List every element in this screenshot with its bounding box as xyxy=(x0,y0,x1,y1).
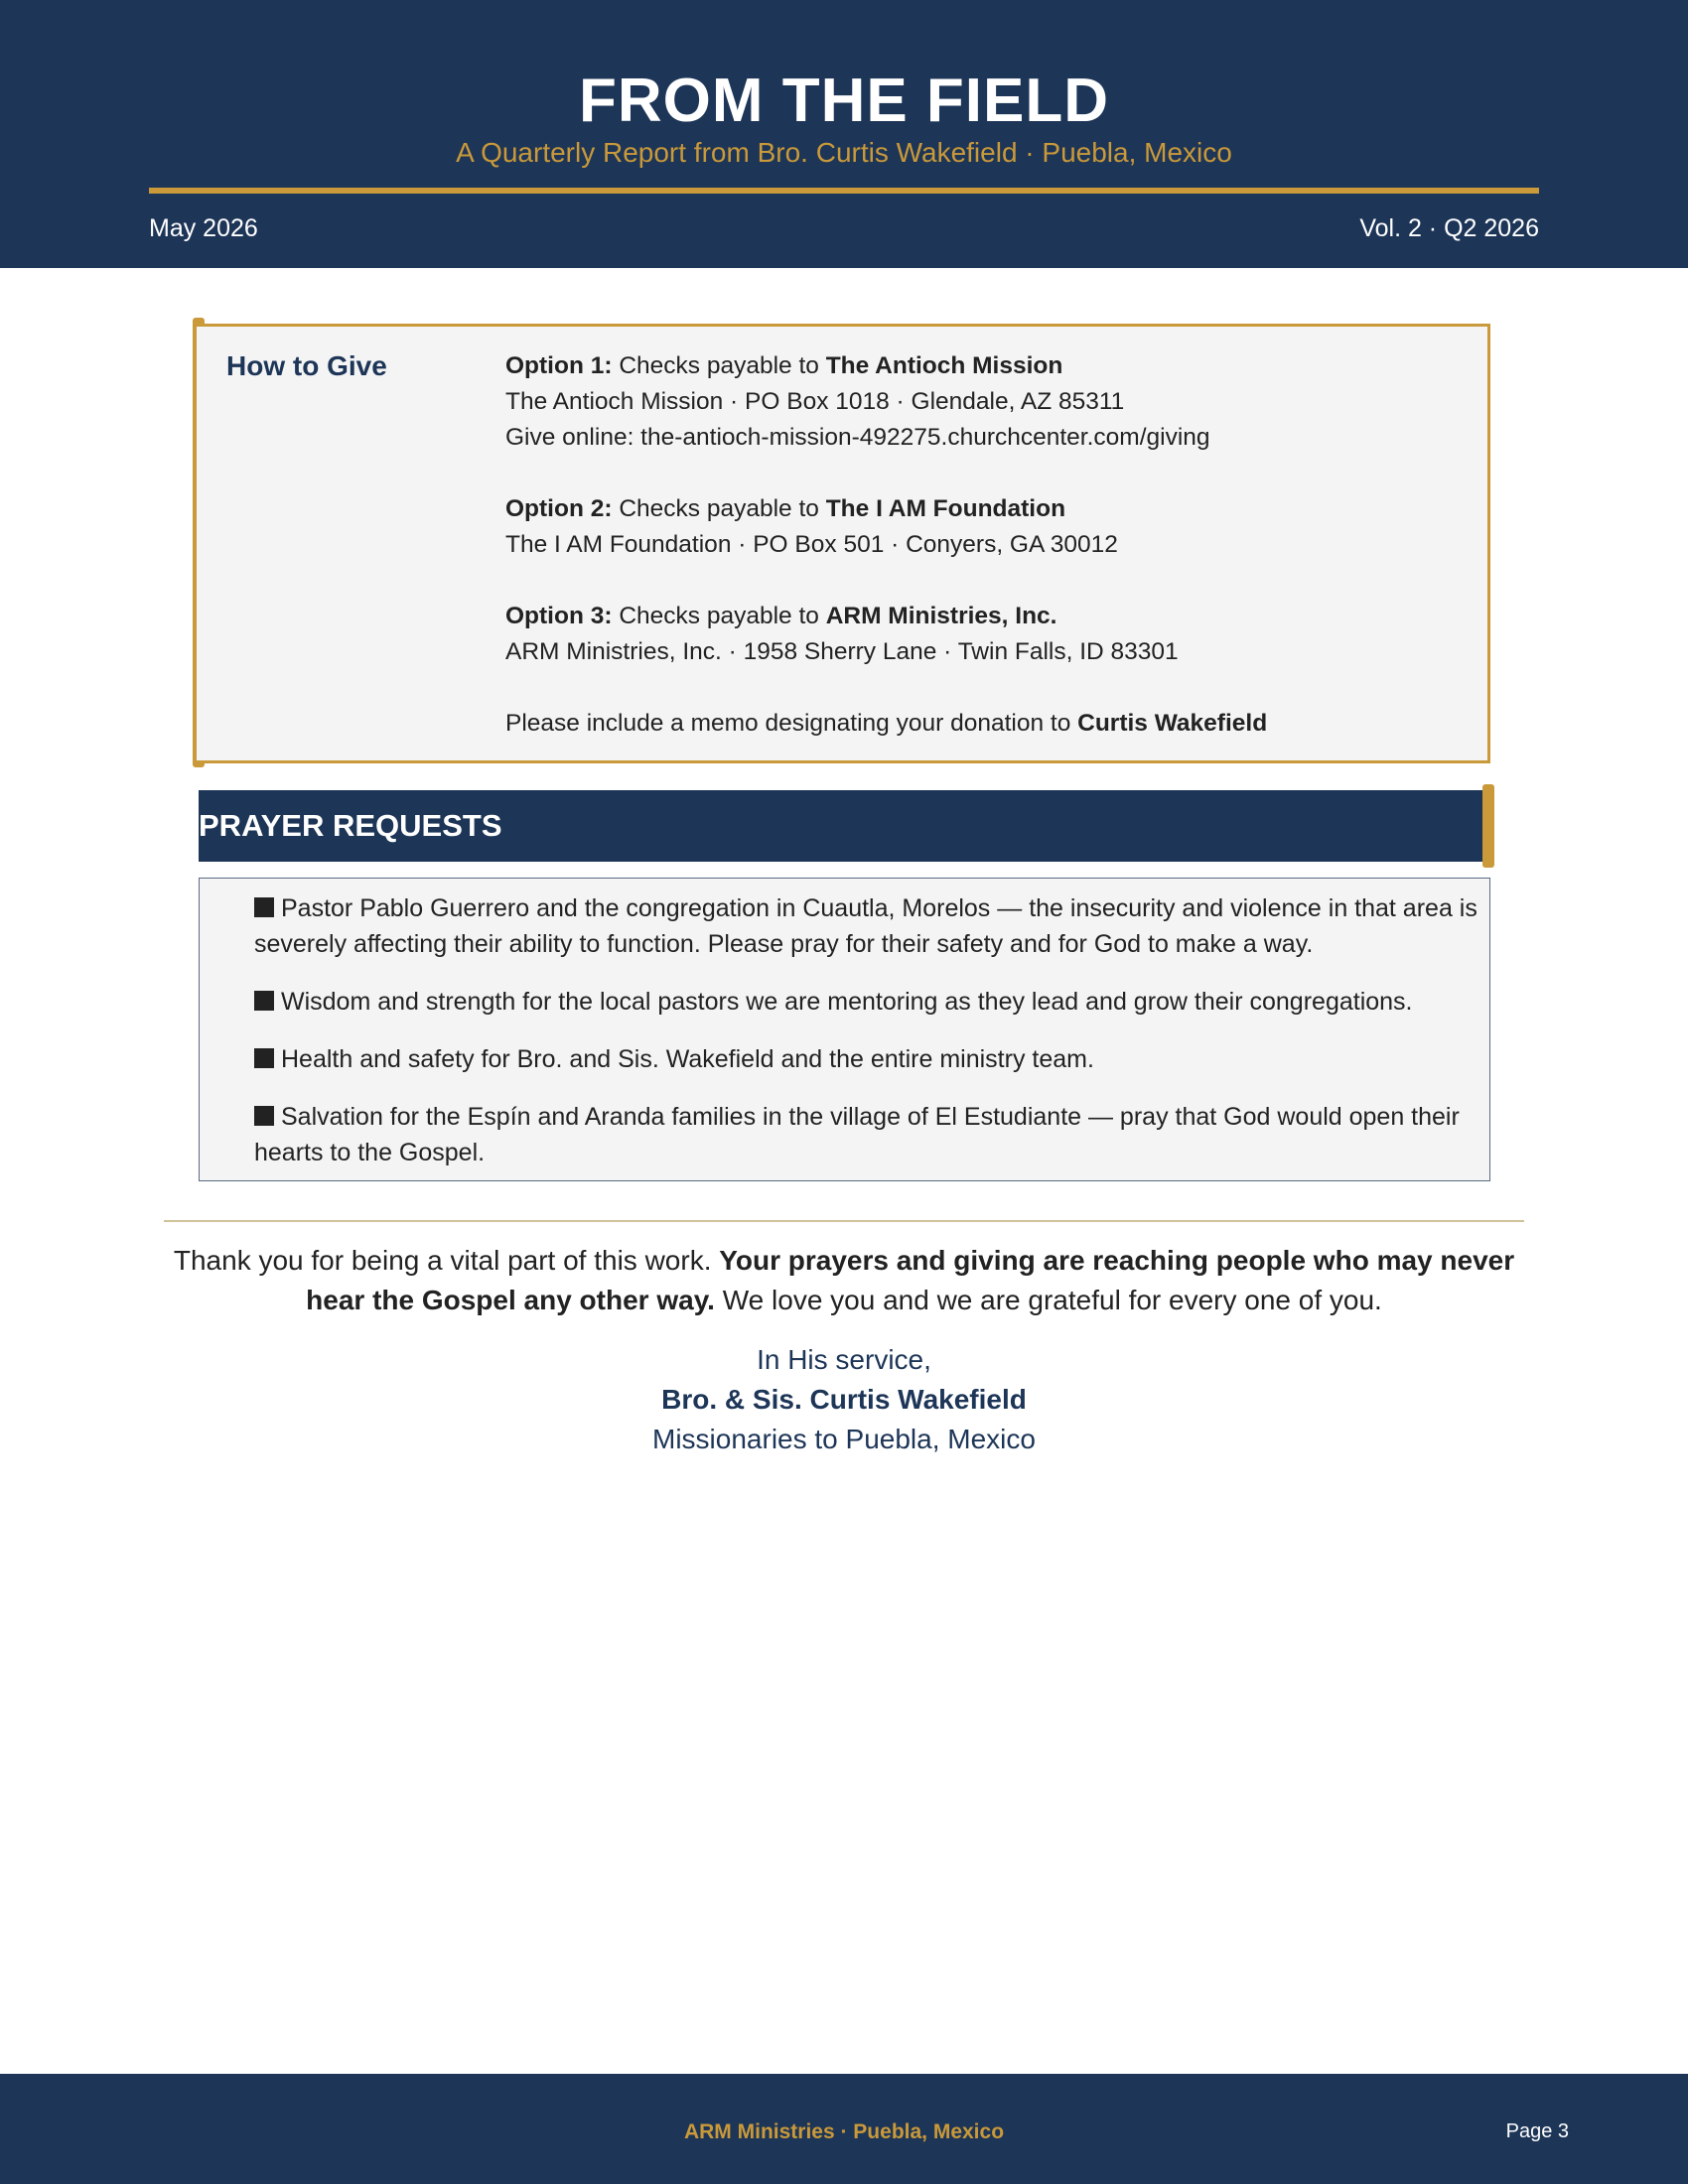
how-to-give-panel xyxy=(194,324,1490,763)
page-footer xyxy=(0,2074,1688,2184)
prayer-requests-header xyxy=(199,790,1489,862)
option-3-line: Option 3: Checks payable to ARM Ministries, Inc. xyxy=(505,603,1057,629)
prayer-item: Wisdom and strength for the local pastors we are mentoring as they lead and grow their congregations. xyxy=(254,984,1485,1020)
option-1-online-link[interactable]: Give online: the-antioch-mission-492275.churchcenter.com/giving xyxy=(505,424,1210,451)
footer-org: ARM Ministries · Puebla, Mexico xyxy=(683,2120,1005,2143)
prayer-item: Health and safety for Bro. and Sis. Wakefield and the entire ministry team. xyxy=(254,1041,1485,1077)
newsletter-title: FROM THE FIELD xyxy=(578,67,1110,135)
square-bullet-icon xyxy=(254,1106,274,1126)
option-2-address: The I AM Foundation · PO Box 501 · Conyers, GA 30012 xyxy=(505,531,1118,558)
memo-line: Please include a memo designating your donation to Curtis Wakefield xyxy=(505,710,1268,737)
option-1-line: Option 1: Checks payable to The Antioch Mission xyxy=(505,352,1063,379)
prayer-item: Salvation for the Espín and Aranda families in the village of El Estudiante — pray that God would open their hearts to the Gospel. xyxy=(254,1103,1460,1166)
page-number: Page 3 xyxy=(1505,2120,1569,2142)
option-3-address: ARM Ministries, Inc. · 1958 Sherry Lane · Twin Falls, ID 83301 xyxy=(505,638,1179,665)
signature-block xyxy=(0,1340,1688,1459)
prayer-requests-title: PRAYER REQUESTS xyxy=(199,808,502,843)
signature-role: Missionaries to Puebla, Mexico xyxy=(652,1424,1036,1454)
issue-volume: Vol. 2 · Q2 2026 xyxy=(1359,214,1539,242)
square-bullet-icon xyxy=(254,1048,274,1068)
option-1-address: The Antioch Mission · PO Box 1018 · Glendale, AZ 85311 xyxy=(505,388,1125,415)
header-rule xyxy=(149,188,1539,194)
how-to-give-label: How to Give xyxy=(226,350,387,381)
closing-paragraph: Thank you for being a vital part of this work. Your prayers and giving are reaching people who may never hear the Gospel any other way. We love you and we are grateful for every one of you. xyxy=(173,1245,1515,1315)
prayer-requests-list xyxy=(199,878,1490,1181)
square-bullet-icon xyxy=(254,897,274,917)
prayer-item: Pastor Pablo Guerrero and the congregation in Cuautla, Morelos — the insecurity and violence in that area is severely affecting their ability to function. Please pray for their safety and for God to make a way. xyxy=(254,894,1477,958)
give-options xyxy=(505,348,1267,742)
option-2-line: Option 2: Checks payable to The I AM Foundation xyxy=(505,495,1066,522)
issue-date: May 2026 xyxy=(149,214,258,242)
newsletter-subtitle: A Quarterly Report from Bro. Curtis Wakefield · Puebla, Mexico xyxy=(456,137,1232,168)
signature-name: Bro. & Sis. Curtis Wakefield xyxy=(661,1384,1027,1415)
page-header xyxy=(0,0,1688,268)
section-divider xyxy=(164,1220,1524,1222)
square-bullet-icon xyxy=(254,991,274,1011)
prayer-accent-tab xyxy=(1482,784,1494,868)
signature-salutation: In His service, xyxy=(757,1344,931,1375)
